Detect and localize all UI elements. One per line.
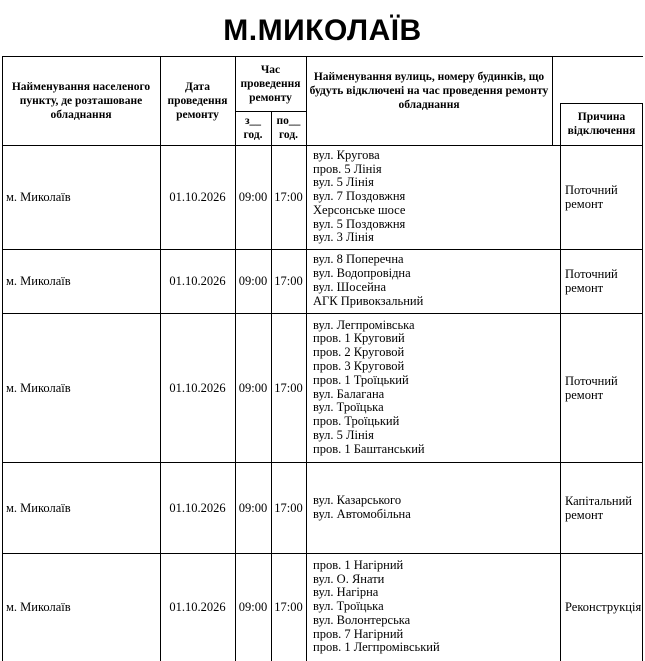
street-item: вул. 7 Поздовжня bbox=[313, 189, 406, 204]
header-reason: Причина відключення bbox=[567, 111, 636, 137]
cell-streets-list bbox=[313, 313, 552, 462]
street-item: пров. 1 Легпромівський bbox=[313, 640, 440, 655]
street-item: пров. 1 Баштанський bbox=[313, 441, 425, 456]
cell-reason: Поточний ремонт bbox=[565, 267, 618, 295]
cell-reason: Поточний ремонт bbox=[565, 183, 618, 211]
cell-time-from: 09:00 bbox=[238, 380, 268, 395]
street-item: вул. Шосейна bbox=[313, 280, 387, 294]
street-item: Херсонське шосе bbox=[313, 202, 406, 217]
header-time-from: з__ год. bbox=[243, 115, 263, 141]
cell-date: 01.10.2026 bbox=[169, 190, 226, 204]
cell-time-to: 17:00 bbox=[274, 380, 303, 395]
cell-streets-list bbox=[313, 145, 552, 249]
col-rule bbox=[306, 56, 307, 661]
street-item: вул. Водопровідна bbox=[313, 266, 411, 281]
street-item: вул. 8 Поперечна bbox=[313, 252, 404, 267]
cell-time-from: 09:00 bbox=[238, 600, 268, 614]
street-item: пров. Троїцький bbox=[313, 414, 400, 429]
street-item: вул. Кругова bbox=[313, 147, 380, 162]
cell-locality: м. Миколаїв bbox=[6, 274, 71, 288]
cell-time-from: 09:00 bbox=[238, 190, 268, 204]
street-item: вул. 5 Лінія bbox=[313, 427, 374, 442]
street-item: вул. Троїцька bbox=[313, 400, 384, 415]
header-date: Дата проведення ремонту bbox=[167, 80, 228, 121]
street-item: пров. 2 Круговой bbox=[313, 345, 405, 360]
cell-time-to: 17:00 bbox=[274, 190, 303, 204]
street-item: вул. Казарського bbox=[313, 492, 402, 507]
cell-date: 01.10.2026 bbox=[169, 380, 226, 395]
street-item: вул. 5 Поздовжня bbox=[313, 216, 406, 231]
header-top-rule-right bbox=[552, 56, 643, 57]
cell-reason: Реконструкція bbox=[565, 600, 642, 614]
street-item: вул. О. Янати bbox=[313, 571, 385, 586]
header-time-group: Час проведення ремонту bbox=[240, 63, 301, 104]
cell-locality: м. Миколаїв bbox=[6, 190, 71, 204]
cell-streets-list bbox=[313, 553, 552, 661]
cell-locality: м. Миколаїв bbox=[6, 500, 71, 515]
street-item: вул. Нагірна bbox=[313, 585, 379, 600]
street-item: пров. 7 Нагірний bbox=[313, 626, 404, 641]
cell-date: 01.10.2026 bbox=[169, 274, 226, 288]
col-rule bbox=[552, 56, 553, 145]
page-title: М.МИКОЛАЇВ bbox=[223, 14, 422, 47]
col-rule bbox=[560, 103, 561, 661]
cell-time-from: 09:00 bbox=[238, 500, 268, 515]
cell-streets-list bbox=[313, 249, 552, 313]
col-rule-left bbox=[2, 56, 3, 661]
street-item: вул. 3 Лінія bbox=[313, 230, 374, 245]
street-item: пров. 1 Троїцький bbox=[313, 372, 409, 387]
street-item: пров. 1 Нагірний bbox=[313, 557, 404, 572]
cell-time-to: 17:00 bbox=[274, 600, 303, 614]
street-item: пров. 1 Круговий bbox=[313, 331, 405, 346]
street-item: пров. 5 Лінія bbox=[313, 161, 382, 176]
cell-time-from: 09:00 bbox=[238, 274, 268, 288]
header-locality: Найменування населеного пункту, де розташоване обладнання bbox=[11, 80, 151, 121]
street-item: пров. 3 Круговой bbox=[313, 358, 405, 373]
street-item: вул. Волонтерська bbox=[313, 612, 411, 627]
header-streets: Найменування вулиць, номеру будинків, що будуть відключені на час проведення ремонту обладнання bbox=[309, 70, 549, 111]
cell-streets-list bbox=[313, 462, 552, 553]
cell-locality: м. Миколаїв bbox=[6, 380, 71, 395]
street-item: АГК Привокзальний bbox=[313, 293, 424, 308]
cell-time-to: 17:00 bbox=[274, 500, 303, 515]
cell-time-to: 17:00 bbox=[274, 274, 303, 288]
cell-date: 01.10.2026 bbox=[169, 500, 226, 515]
street-item: вул. Автомобільна bbox=[313, 506, 411, 521]
cell-reason: Капітальний ремонт bbox=[565, 493, 632, 522]
header-time-to: по__ год. bbox=[276, 115, 301, 141]
cell-reason: Поточний ремонт bbox=[565, 373, 618, 402]
street-item: вул. 5 Лінія bbox=[313, 175, 374, 190]
cell-locality: м. Миколаїв bbox=[6, 600, 71, 614]
street-item: вул. Балагана bbox=[313, 386, 385, 401]
cell-date: 01.10.2026 bbox=[169, 600, 226, 614]
street-item: вул. Троїцька bbox=[313, 599, 384, 614]
street-item: вул. Легпромівська bbox=[313, 317, 415, 332]
